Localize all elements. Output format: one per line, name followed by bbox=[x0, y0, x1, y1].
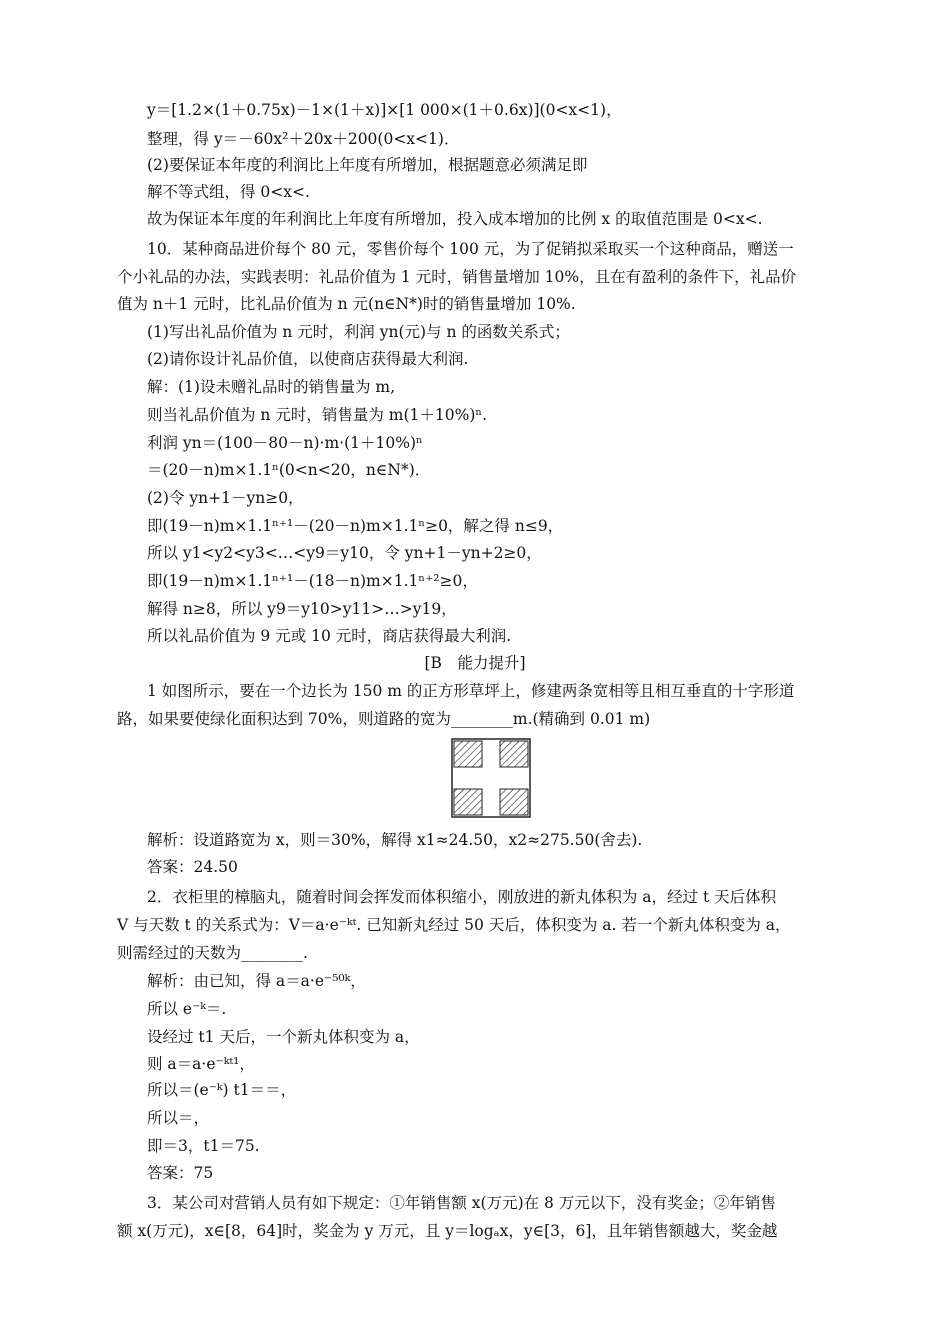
text-line: 路，如果要使绿化面积达到 70%，则道路的宽为________m.(精确到 0.01 m) bbox=[117, 710, 651, 728]
section-heading: [B 能力提升] bbox=[424, 654, 526, 672]
cross-road-figure bbox=[451, 738, 531, 818]
text-line: 所以＝(e⁻ᵏ) t1＝＝， bbox=[147, 1081, 297, 1099]
text-line: 即＝3，t1＝75. bbox=[147, 1137, 260, 1155]
text-line: 设经过 t1 天后，一个新丸体积变为 a， bbox=[147, 1028, 420, 1046]
text-line: 解不等式组，得 0<x<. bbox=[147, 183, 310, 201]
text-line: (1)写出礼品价值为 n 元时，利润 yn(元)与 n 的函数关系式； bbox=[147, 323, 570, 341]
text-line: y＝[1.2×(1＋0.75x)－1×(1＋x)]×[1 000×(1＋0.6x)](0<x<1)， bbox=[147, 101, 622, 119]
text-line: 所以 y1<y2<y3<…<y9＝y10，令 yn+1－yn+2≥0， bbox=[147, 544, 542, 562]
text-line: 解：(1)设未赠礼品时的销售量为 m, bbox=[147, 378, 396, 396]
text-line: (2)要保证本年度的利润比上年度有所增加，根据题意必须满足即 bbox=[147, 156, 588, 174]
text-line: 所以 e⁻ᵏ＝. bbox=[147, 1000, 227, 1018]
text-line: 3．某公司对营销人员有如下规定：①年销售额 x(万元)在 8 万元以下，没有奖金；②年销售 bbox=[147, 1194, 776, 1212]
text-line: 2．衣柜里的樟脑丸，随着时间会挥发而体积缩小，刚放进的新丸体积为 a，经过 t 天后体积 bbox=[147, 888, 777, 906]
text-line: 个小礼品的办法，实践表明：礼品价值为 1 元时，销售量增加 10%，且在有盈利的条件下，礼品价 bbox=[117, 268, 797, 286]
text-line: 解得 n≥8，所以 y9＝y10>y11>…>y19， bbox=[147, 600, 457, 618]
text-line: 1 如图所示，要在一个边长为 150 m 的正方形草坪上，修建两条宽相等且相互垂直的十字形道 bbox=[147, 682, 795, 700]
text-line: ＝(20－n)m×1.1ⁿ(0<n<20，n∈N*)． bbox=[147, 461, 431, 479]
text-line: 值为 n＋1 元时，比礼品价值为 n 元(n∈N*)时的销售量增加 10%. bbox=[117, 295, 576, 313]
text-line: 所以礼品价值为 9 元或 10 元时，商店获得最大利润. bbox=[147, 627, 512, 645]
text-line: 额 x(万元)，x∈[8，64]时，奖金为 y 万元，且 y＝logₐx，y∈[3，6]，且年销售额越大，奖金越 bbox=[117, 1222, 778, 1240]
text-line: 答案：75 bbox=[147, 1164, 214, 1182]
text-line: 则当礼品价值为 n 元时，销售量为 m(1＋10%)ⁿ. bbox=[147, 406, 488, 424]
text-line: 故为保证本年度的年利润比上年度有所增加，投入成本增加的比例 x 的取值范围是 0<x<. bbox=[147, 210, 763, 228]
text-line: 所以＝， bbox=[147, 1109, 210, 1127]
text-line: (2)令 yn+1－yn≥0， bbox=[147, 489, 304, 507]
text-line: 10．某种商品进价每个 80 元，零售价每个 100 元，为了促销拟采取买一个这种商品，赠送一 bbox=[147, 240, 794, 258]
text-line: (2)请你设计礼品价值，以使商店获得最大利润. bbox=[147, 350, 469, 368]
text-line: 整理，得 y＝－60x²＋20x＋200(0<x<1)． bbox=[147, 130, 460, 148]
text-line: 则需经过的天数为________. bbox=[117, 944, 308, 962]
text-line: V 与天数 t 的关系式为：V＝a·e⁻ᵏᵗ. 已知新丸经过 50 天后，体积变为 a. 若一个新丸体积变为 a， bbox=[117, 916, 791, 934]
text-line: 答案：24.50 bbox=[147, 858, 238, 876]
text-line: 即(19－n)m×1.1ⁿ⁺¹－(18－n)m×1.1ⁿ⁺²≥0， bbox=[147, 572, 478, 590]
text-line: 利润 yn＝(100－80－n)·m·(1＋10%)ⁿ bbox=[147, 434, 423, 452]
text-line: 则 a＝a·e⁻ᵏᵗ¹， bbox=[147, 1055, 255, 1073]
text-line: 即(19－n)m×1.1ⁿ⁺¹－(20－n)m×1.1ⁿ≥0，解之得 n≤9， bbox=[147, 517, 564, 535]
text-line: 解析：由已知，得 a＝a·e⁻⁵⁰ᵏ， bbox=[147, 972, 366, 990]
text-line: 解析：设道路宽为 x，则＝30%，解得 x1≈24.50，x2≈275.50(舍去). bbox=[147, 831, 643, 849]
